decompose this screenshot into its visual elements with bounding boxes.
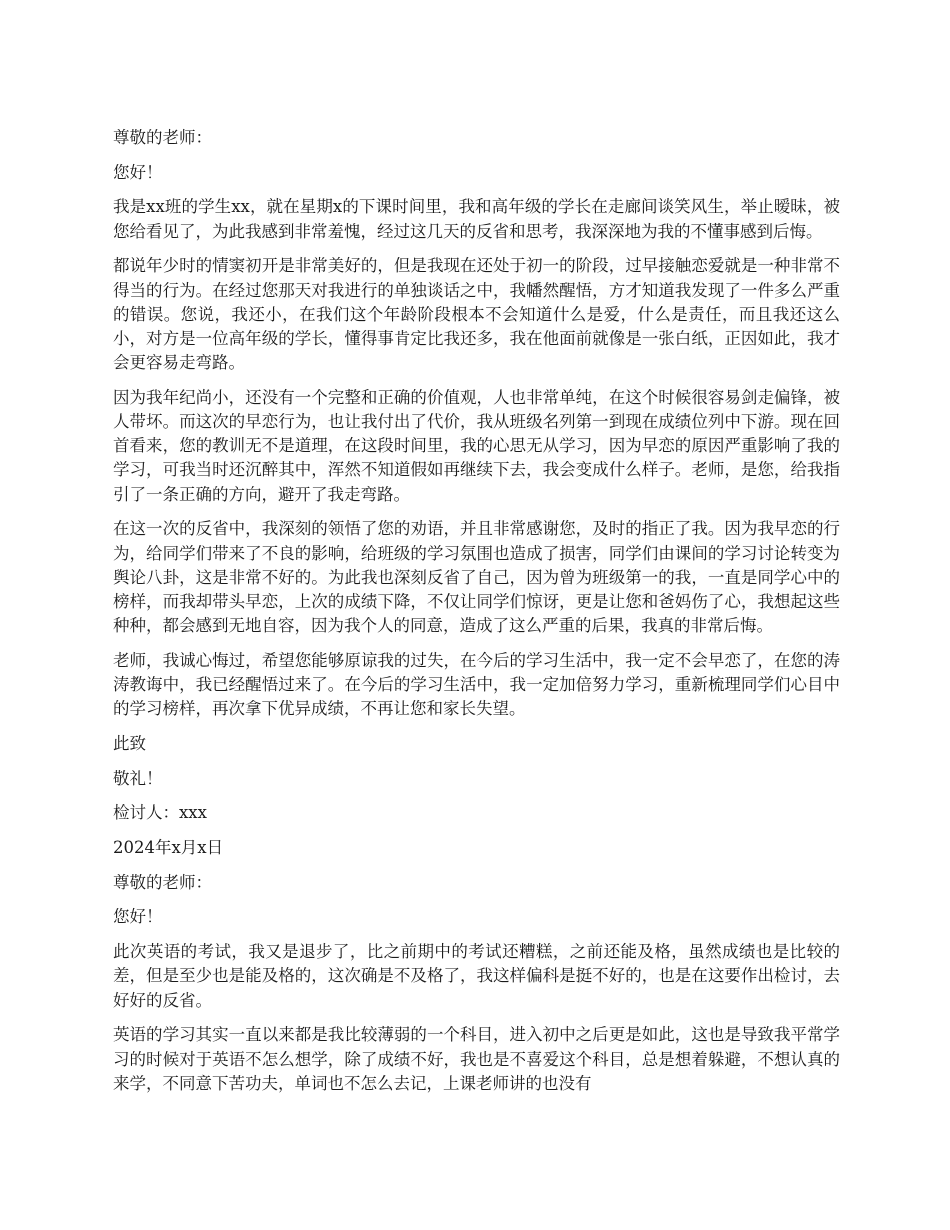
document-body (113, 126, 840, 1106)
closing-phrase: 此致 (113, 733, 146, 753)
body-paragraph: 都说年少时的情窦初开是非常美好的，但是我现在还处于初一的阶段，过早接触恋爱就是一种非常不得当的行为。在经过您那天对我进行的单独谈话之中，我幡然醒悟，方才知道我发现了一件多么严重的错误。您说，我还小，在我们这个年龄阶段根本不会知道什么是爱，什么是责任，而且我还这么小，对方是一位高年级的学长，懂得事肯定比我还多，我在他面前就像是一张白纸，正因如此，我才会更容易走弯路。 (113, 256, 840, 373)
body-paragraph: 老师，我诚心悔过，希望您能够原谅我的过失，在今后的学习生活中，我一定不会早恋了，在您的涛涛教诲中，我已经醒悟过来了。在今后的学习生活中，我一定加倍努力学习，重新梳理同学们心目中的学习榜样，再次拿下优异成绩，不再让您和家长失望。 (113, 650, 840, 719)
signature-line: 检讨人：xxx (113, 803, 207, 823)
closing-salute: 敬礼！ (113, 768, 163, 788)
salutation: 尊敬的老师： (113, 872, 212, 892)
body-paragraph: 此次英语的考试，我又是退步了，比之前期中的考试还糟糕，之前还能及格，虽然成绩也是比较的差，但是至少也是能及格的，这次确是不及格了，我这样偏科是挺不好的，也是在这要作出检讨，去好好的反省。 (113, 942, 840, 1010)
date-line: 2024年x月x日 (113, 838, 224, 858)
greeting: 您好！ (113, 162, 163, 182)
greeting: 您好！ (113, 907, 163, 927)
salutation: 尊敬的老师： (113, 128, 212, 147)
body-paragraph: 因为我年纪尚小，还没有一个完整和正确的价值观，人也非常单纯，在这个时候很容易剑走偏锋，被人带坏。而这次的早恋行为，也让我付出了代价，我从班级名列第一到现在成绩位列中下游。现在回首看来，您的教训无不是道理，在这段时间里，我的心思无从学习，因为早恋的原因严重影响了我的学习，可我当时还沉醉其中，浑然不知道假如再继续下去，我会变成什么样子。老师，是您，给我指引了一条正确的方向，避开了我走弯路。 (113, 387, 840, 504)
body-paragraph: 我是xx班的学生xx，就在星期x的下课时间里，我和高年级的学长在走廊间谈笑风生，举止暧昧，被您给看见了，为此我感到非常羞愧，经过这几天的反省和思考，我深深地为我的不懂事感到后悔。 (113, 197, 840, 241)
body-paragraph: 在这一次的反省中，我深刻的领悟了您的劝语，并且非常感谢您，及时的指正了我。因为我早恋的行为，给同学们带来了不良的影响，给班级的学习氛围也造成了损害，同学们由课间的学习讨论转变为舆论八卦，这是非常不好的。为此我也深刻反省了自己，因为曾为班级第一的我，一直是同学心中的榜样，而我却带头早恋，上次的成绩下降，不仅让同学们惊讶，更是让您和爸妈伤了心，我想起这些种种，都会感到无地自容，因为我个人的同意，造成了这么严重的后果，我真的非常后悔。 (113, 519, 840, 636)
body-paragraph: 英语的学习其实一直以来都是我比较薄弱的一个科目，进入初中之后更是如此，这也是导致我平常学习的时候对于英语不怎么想学，除了成绩不好，我也是不喜爱这个科目，总是想着躲避，不想认真的来学，不同意下苦功夫，单词也不怎么去记，上课老师讲的也没有 (113, 1025, 840, 1093)
